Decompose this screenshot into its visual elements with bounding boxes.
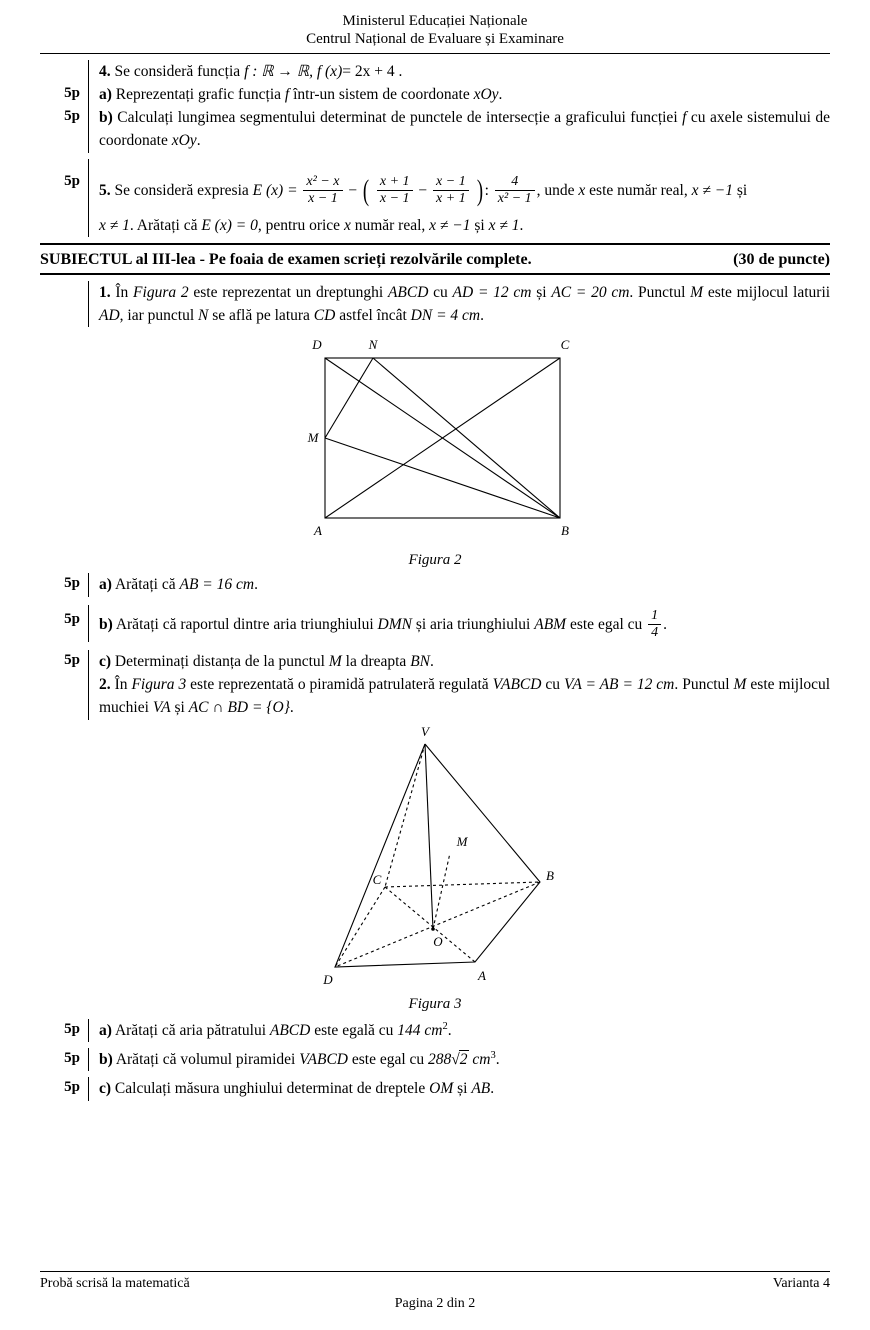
problem-iii-1b xyxy=(40,605,830,642)
problem-5 xyxy=(40,159,830,237)
problem-iii-1a xyxy=(40,573,830,596)
problem-iii-1a-label: a) xyxy=(99,576,112,594)
subject-3-points: (30 de puncte) xyxy=(733,250,830,268)
side-ad: AD xyxy=(99,307,120,325)
problem-iii-2c-label: c) xyxy=(99,1080,112,1098)
fraction-4-denominator: x² − 1 xyxy=(497,190,532,206)
minus-sign-2: − xyxy=(418,181,428,199)
points-empty xyxy=(40,60,88,62)
problem-iii-1a-text: Arătați că xyxy=(114,576,176,594)
problem-4b-xoy: xOy xyxy=(171,132,197,150)
problem-iii-1-text3: cu xyxy=(433,283,448,301)
problem-iii-2-end2: . xyxy=(289,699,294,717)
header-divider xyxy=(40,53,830,54)
page-footer xyxy=(40,1271,830,1312)
problem-5-number: 5. xyxy=(99,181,111,199)
area-exponent: 2 xyxy=(442,1020,448,1032)
problem-4b-points: 5p xyxy=(64,108,80,125)
rectangle-name: ABCD xyxy=(387,283,429,301)
problem-4a-label: a) xyxy=(99,85,112,103)
problem-iii-2c-end: . xyxy=(490,1080,495,1098)
point-m-ref: M xyxy=(328,652,342,670)
pyramid-vabcd: VABCD xyxy=(299,1051,348,1069)
left-paren: ( xyxy=(362,173,370,207)
footer-left: Probă scrisă la matematică xyxy=(40,1276,190,1291)
problem-iii-2a-text2: este egală cu xyxy=(314,1021,394,1039)
problem-5-claim: E (x) = 0 xyxy=(201,216,258,234)
problem-iii-1c-text: Determinați distanța de la punctul xyxy=(114,652,325,670)
problem-iii-1b-text3: este egal cu xyxy=(569,615,643,633)
page-header xyxy=(0,0,870,49)
sqrt-icon: √ xyxy=(451,1051,460,1069)
figure-2-label-N: N xyxy=(368,337,378,353)
problem-4a-points: 5p xyxy=(64,84,80,101)
problem-iii-2b-label: b) xyxy=(99,1051,113,1069)
problem-iii-1-text8: se află pe latura xyxy=(212,307,310,325)
triangle-dmn: DMN xyxy=(377,615,412,633)
points-empty xyxy=(40,281,88,283)
figure-3-caption: Figura 3 xyxy=(408,995,462,1012)
problem-5-cond3: x ≠ −1 xyxy=(429,216,471,234)
ratio-denominator: 4 xyxy=(651,624,659,640)
volume-exponent: 3 xyxy=(490,1049,496,1061)
figure-2-label-A: A xyxy=(314,523,322,539)
problem-iii-2a-text: Arătați că aria pătratului xyxy=(114,1021,266,1039)
problem-iii-2-text1: În xyxy=(114,676,128,694)
problem-iii-1b-end: . xyxy=(663,615,668,633)
subject-3-title: SUBIECTUL al III-lea - Pe foaia de examen scrieți rezolvările complete. xyxy=(40,250,532,268)
problem-iii-2b-text2: este egal cu xyxy=(351,1051,425,1069)
problem-iii-1c-text2: la dreapta xyxy=(345,652,407,670)
figure-3-label-A: A xyxy=(478,967,486,983)
problem-4a-text2: într-un sistem de coordonate xyxy=(293,85,470,103)
point-n: N xyxy=(198,307,209,325)
problem-iii-2a-label: a) xyxy=(99,1021,112,1039)
problem-iii-1-text7: , iar punctul xyxy=(119,307,195,325)
problem-iii-1-text5: . Punctul xyxy=(629,283,686,301)
problem-iii-2-text6: și xyxy=(174,699,185,717)
problem-iii-2a-end: . xyxy=(447,1021,452,1039)
line-bn: BN xyxy=(410,652,430,670)
subject-3-bottom-rule xyxy=(40,273,830,275)
problem-iii-2c xyxy=(40,1077,830,1100)
line-om: OM xyxy=(429,1080,454,1098)
problem-iii-1b-text: Arătați că raportul dintre aria triunghiului xyxy=(115,615,374,633)
header-line-2: Centrul Național de Evaluare și Examinare xyxy=(306,31,564,48)
edge-va-value: VA = AB = 12 cm xyxy=(564,676,675,694)
problem-iii-1b-text2: și aria triunghiului xyxy=(415,615,531,633)
fraction-1-numerator: x² − x xyxy=(306,173,340,189)
problem-4b-label: b) xyxy=(99,109,113,127)
problem-iii-2-text3: cu xyxy=(545,676,561,694)
ratio-fraction xyxy=(648,608,661,641)
figure-2-label-M: M xyxy=(307,430,319,446)
fraction-3-numerator: x − 1 xyxy=(436,173,466,189)
footer-right: Varianta 4 xyxy=(772,1276,830,1291)
figure-3 xyxy=(40,722,830,992)
problem-iii-2b-text: Arătați că volumul piramidei xyxy=(115,1051,296,1069)
problem-4a xyxy=(40,83,830,106)
figure-2 xyxy=(40,333,830,548)
problem-5-end: . xyxy=(519,216,524,234)
problem-5-cond2: x ≠ 1 xyxy=(99,216,130,234)
volume-coefficient: 288 xyxy=(428,1051,452,1069)
problem-iii-2c-points: 5p xyxy=(64,1079,80,1096)
problem-4-domain: f : ℝ → ℝ, xyxy=(244,62,313,80)
intersection-point: AC ∩ BD = {O} xyxy=(188,699,290,717)
area-value: 144 cm xyxy=(397,1021,443,1039)
problem-4b-text: Calculați lungimea segmentului determinat de punctele de intersecție a graficului funcției xyxy=(117,109,678,127)
problem-iii-1-text9: astfel încât xyxy=(339,307,407,325)
problem-iii-1a-expr: AB = 16 cm xyxy=(179,576,255,594)
problem-4-intro: Se consideră funcția xyxy=(114,62,241,80)
line-ab: AB xyxy=(471,1080,491,1098)
problem-4b-text2: cu axele sistemului de coordonate xyxy=(99,109,831,150)
problem-iii-2-number: 2. xyxy=(99,676,111,694)
problem-iii-1b-points: 5p xyxy=(64,610,80,627)
problem-5-cond1: x ≠ −1 xyxy=(691,181,733,199)
problem-iii-1-number: 1. xyxy=(99,283,111,301)
figure-3-label-O: O xyxy=(433,933,443,949)
problem-iii-1c-end: . xyxy=(430,652,434,670)
problem-5-var-x: x xyxy=(578,181,586,199)
problem-iii-1-statement xyxy=(40,281,830,328)
right-paren: ) xyxy=(476,173,483,207)
problem-iii-1-text1: În xyxy=(115,283,129,301)
problem-5-text3: este număr real, xyxy=(589,181,688,199)
fraction-4-numerator: 4 xyxy=(511,173,519,189)
figure-3-svg xyxy=(270,722,600,992)
problem-iii-2-end1: . xyxy=(674,676,679,694)
figure-2-reference: Figura 2 xyxy=(133,283,189,301)
problem-5-text2: , unde xyxy=(536,181,575,199)
fraction-1 xyxy=(303,174,342,207)
problem-4-function-lhs: f (x) xyxy=(316,62,343,80)
volume-value xyxy=(428,1051,469,1068)
fraction-2-denominator: x − 1 xyxy=(379,190,410,206)
problem-iii-1-text4: și xyxy=(536,283,547,301)
square-abcd: ABCD xyxy=(269,1021,311,1039)
problem-5-text1: Se consideră expresia xyxy=(114,181,249,199)
problem-iii-1c-label: c) xyxy=(99,652,112,670)
problem-4-statement xyxy=(40,60,830,83)
problem-iii-2b-end: . xyxy=(495,1051,500,1069)
ratio-numerator: 1 xyxy=(651,607,659,623)
problem-4a-end: . xyxy=(498,85,503,103)
problem-iii-2a xyxy=(40,1019,830,1042)
fraction-4 xyxy=(495,174,535,207)
footer-page-number: Pagina 2 din 2 xyxy=(394,1296,476,1311)
fraction-3-denominator: x + 1 xyxy=(436,190,466,206)
problem-5-expr-lhs: E (x) = xyxy=(252,181,298,199)
problem-5-text4: și xyxy=(736,181,748,199)
figure-3-reference: Figura 3 xyxy=(131,676,187,694)
figure-3-label-B: B xyxy=(546,867,554,883)
problem-5-cond4: x ≠ 1 xyxy=(488,216,520,234)
problem-iii-2b-points: 5p xyxy=(64,1049,80,1066)
problem-iii-2b xyxy=(40,1048,830,1071)
side-ad-value: AD = 12 cm xyxy=(452,283,532,301)
fraction-1-denominator: x − 1 xyxy=(308,190,338,206)
problem-4b xyxy=(40,106,830,153)
figure-2-caption: Figura 2 xyxy=(408,552,462,569)
problem-iii-2-text5: este mijlocul muchiei xyxy=(99,676,831,717)
figure-3-label-V: V xyxy=(421,723,429,739)
figure-2-svg xyxy=(285,333,585,548)
fraction-2-numerator: x + 1 xyxy=(379,173,410,189)
fraction-2 xyxy=(377,174,413,207)
problem-4b-end: . xyxy=(196,132,201,150)
problem-iii-2-statement xyxy=(40,673,830,720)
figure-3-label-D: D xyxy=(323,971,333,987)
pyramid-name: VABCD xyxy=(492,676,542,694)
problem-iii-2a-points: 5p xyxy=(64,1020,80,1037)
diagonal-ac-value: AC = 20 cm xyxy=(551,283,630,301)
problem-iii-1-text6: este mijlocul laturii xyxy=(707,283,831,301)
problem-4-number: 4. xyxy=(99,62,111,80)
subject-3-header xyxy=(40,245,830,273)
minus-sign: − xyxy=(348,181,358,199)
problem-5-text7: număr real, xyxy=(354,216,426,234)
point-m: M xyxy=(690,283,704,301)
division-colon: : xyxy=(484,181,489,199)
footer-divider xyxy=(40,1271,830,1272)
problem-4a-text: Reprezentați grafic funcția xyxy=(115,85,282,103)
header-line-1: Ministerul Educației Naționale xyxy=(342,13,528,29)
problem-iii-1c-points: 5p xyxy=(64,651,80,668)
figure-2-label-C: C xyxy=(560,337,570,353)
problem-iii-2-text4: Punctul xyxy=(682,676,730,694)
problem-5-points: 5p xyxy=(64,172,80,189)
problem-iii-1-text2: este reprezentat un dreptunghi xyxy=(193,283,384,301)
side-cd: CD xyxy=(313,307,336,325)
figure-3-label-C: C xyxy=(372,871,382,887)
figure-2-label-B: B xyxy=(561,523,569,539)
fraction-3 xyxy=(433,174,469,207)
problem-iii-1a-points: 5p xyxy=(64,575,80,592)
problem-5-text8: și xyxy=(474,216,485,234)
problem-iii-1c xyxy=(40,650,830,673)
problem-4a-f: f xyxy=(284,85,290,103)
problem-iii-2c-text: Calculați măsura unghiului determinat de dreptele xyxy=(114,1080,426,1098)
triangle-abm: ABM xyxy=(534,615,567,633)
problem-iii-2-text2: este reprezentată o piramidă patrulateră regulată xyxy=(190,676,489,694)
problem-5-var-x2: x xyxy=(343,216,351,234)
problem-5-text6: , pentru orice xyxy=(257,216,341,234)
subject-3-body xyxy=(40,281,830,1101)
problem-iii-1b-label: b) xyxy=(99,615,113,633)
problem-4a-xoy: xOy xyxy=(473,85,499,103)
problem-4b-f: f xyxy=(682,109,687,127)
points-empty xyxy=(40,673,88,675)
figure-2-label-D: D xyxy=(312,337,322,353)
volume-unit: cm xyxy=(472,1051,491,1069)
segment-dn-value: DN = 4 cm xyxy=(410,307,481,325)
point-m-pyr: M xyxy=(733,676,747,694)
problem-iii-1-end: . xyxy=(480,307,484,325)
problem-iii-1a-end: . xyxy=(254,576,258,594)
volume-radicand: 2 xyxy=(459,1051,468,1069)
problem-4-function-rhs: = 2x + 4 . xyxy=(342,62,403,80)
figure-3-label-M: M xyxy=(456,833,468,849)
problem-5-text5: . Arătați că xyxy=(129,216,198,234)
edge-va: VA xyxy=(152,699,171,717)
subject-2-continued xyxy=(40,60,830,237)
problem-iii-2c-text2: și xyxy=(457,1080,468,1098)
